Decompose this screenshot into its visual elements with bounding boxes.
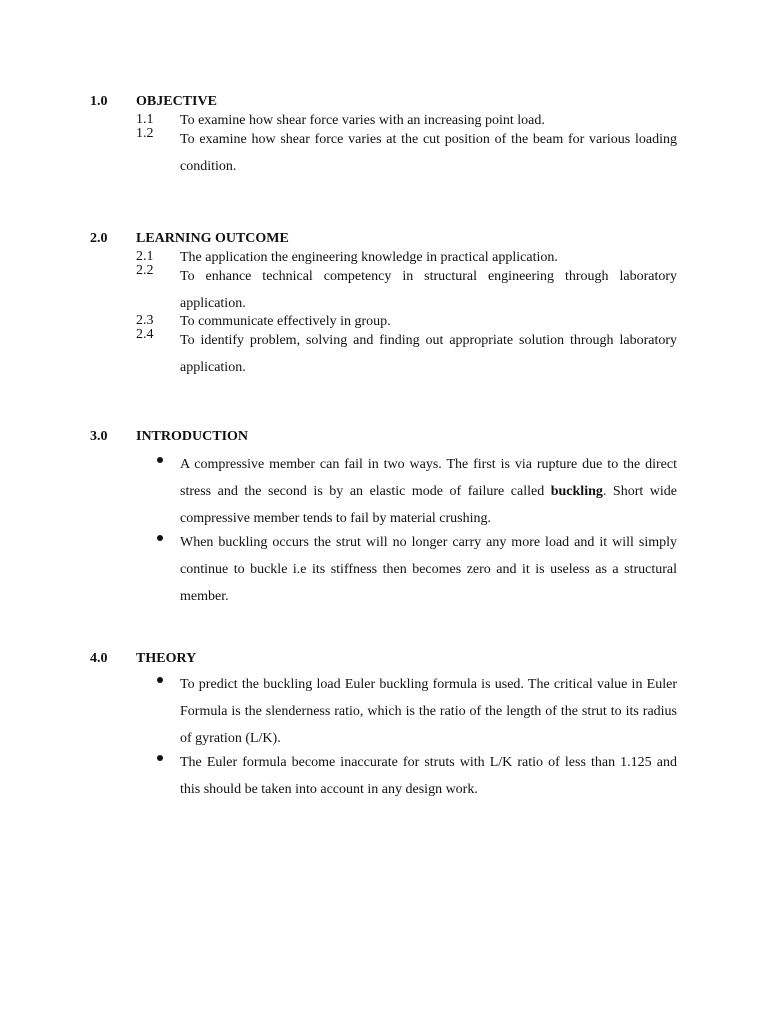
list-item bbox=[0, 529, 768, 610]
section-introduction bbox=[0, 429, 768, 610]
section-heading bbox=[0, 94, 768, 112]
section-objective bbox=[0, 94, 768, 180]
section-theory bbox=[0, 651, 768, 803]
item-text: To enhance technical competency in structural engineering through laboratory application. bbox=[180, 269, 677, 311]
item-number: 2.4 bbox=[136, 327, 154, 342]
list-item bbox=[0, 263, 768, 317]
item-text: To examine how shear force varies with an increasing point load. bbox=[180, 113, 545, 128]
section-number: 4.0 bbox=[90, 651, 108, 666]
bullet-icon bbox=[157, 755, 163, 761]
item-number: 2.2 bbox=[136, 263, 154, 278]
section-number: 1.0 bbox=[90, 94, 108, 109]
bullet-icon bbox=[157, 677, 163, 683]
item-text: To examine how shear force varies at the cut position of the beam for various loading condition. bbox=[180, 132, 677, 174]
item-number: 2.1 bbox=[136, 249, 154, 264]
list-item bbox=[0, 749, 768, 803]
section-title: LEARNING OUTCOME bbox=[136, 231, 289, 246]
list-item bbox=[0, 327, 768, 381]
list-item bbox=[0, 451, 768, 532]
emphasis-text: buckling bbox=[550, 484, 603, 499]
section-heading bbox=[0, 651, 768, 669]
item-text: To identify problem, solving and finding out appropriate solution through laboratory application. bbox=[180, 333, 677, 375]
item-text: To communicate effectively in group. bbox=[180, 314, 391, 329]
section-number: 3.0 bbox=[90, 429, 108, 444]
section-number: 2.0 bbox=[90, 231, 108, 246]
item-text: The Euler formula become inaccurate for struts with L/K ratio of less than 1.125 and this should be taken into account in any design work. bbox=[180, 755, 677, 797]
item-number: 1.2 bbox=[136, 126, 154, 141]
item-text bbox=[180, 451, 677, 532]
item-text: The application the engineering knowledge in practical application. bbox=[180, 250, 558, 265]
item-text-part: . Short wide compressive member tends to fail by material crushing. bbox=[180, 484, 677, 526]
section-title: INTRODUCTION bbox=[136, 429, 249, 444]
item-text: To predict the buckling load Euler buckling formula is used. The critical value in Euler Formula is the slenderness ratio, which is the ratio of the length of the strut to its radius of gyration (L/K). bbox=[180, 677, 677, 746]
section-heading bbox=[0, 429, 768, 447]
item-text: When buckling occurs the strut will no longer carry any more load and it will simply continue to buckle i.e its stiffness then becomes zero and it is useless as a structural member. bbox=[180, 535, 677, 604]
list-item bbox=[0, 126, 768, 180]
bullet-icon bbox=[157, 457, 163, 463]
list-item bbox=[0, 671, 768, 752]
section-learning-outcome bbox=[0, 231, 768, 381]
item-text-part: A compressive member can fail in two ways. The first is via rupture due to the direct stress and the second is by an elastic mode of failure called bbox=[180, 457, 677, 499]
item-number: 2.3 bbox=[136, 313, 154, 328]
section-title: OBJECTIVE bbox=[136, 94, 217, 109]
section-title: THEORY bbox=[136, 651, 197, 666]
section-heading bbox=[0, 231, 768, 249]
bullet-icon bbox=[157, 535, 163, 541]
item-number: 1.1 bbox=[136, 112, 154, 127]
